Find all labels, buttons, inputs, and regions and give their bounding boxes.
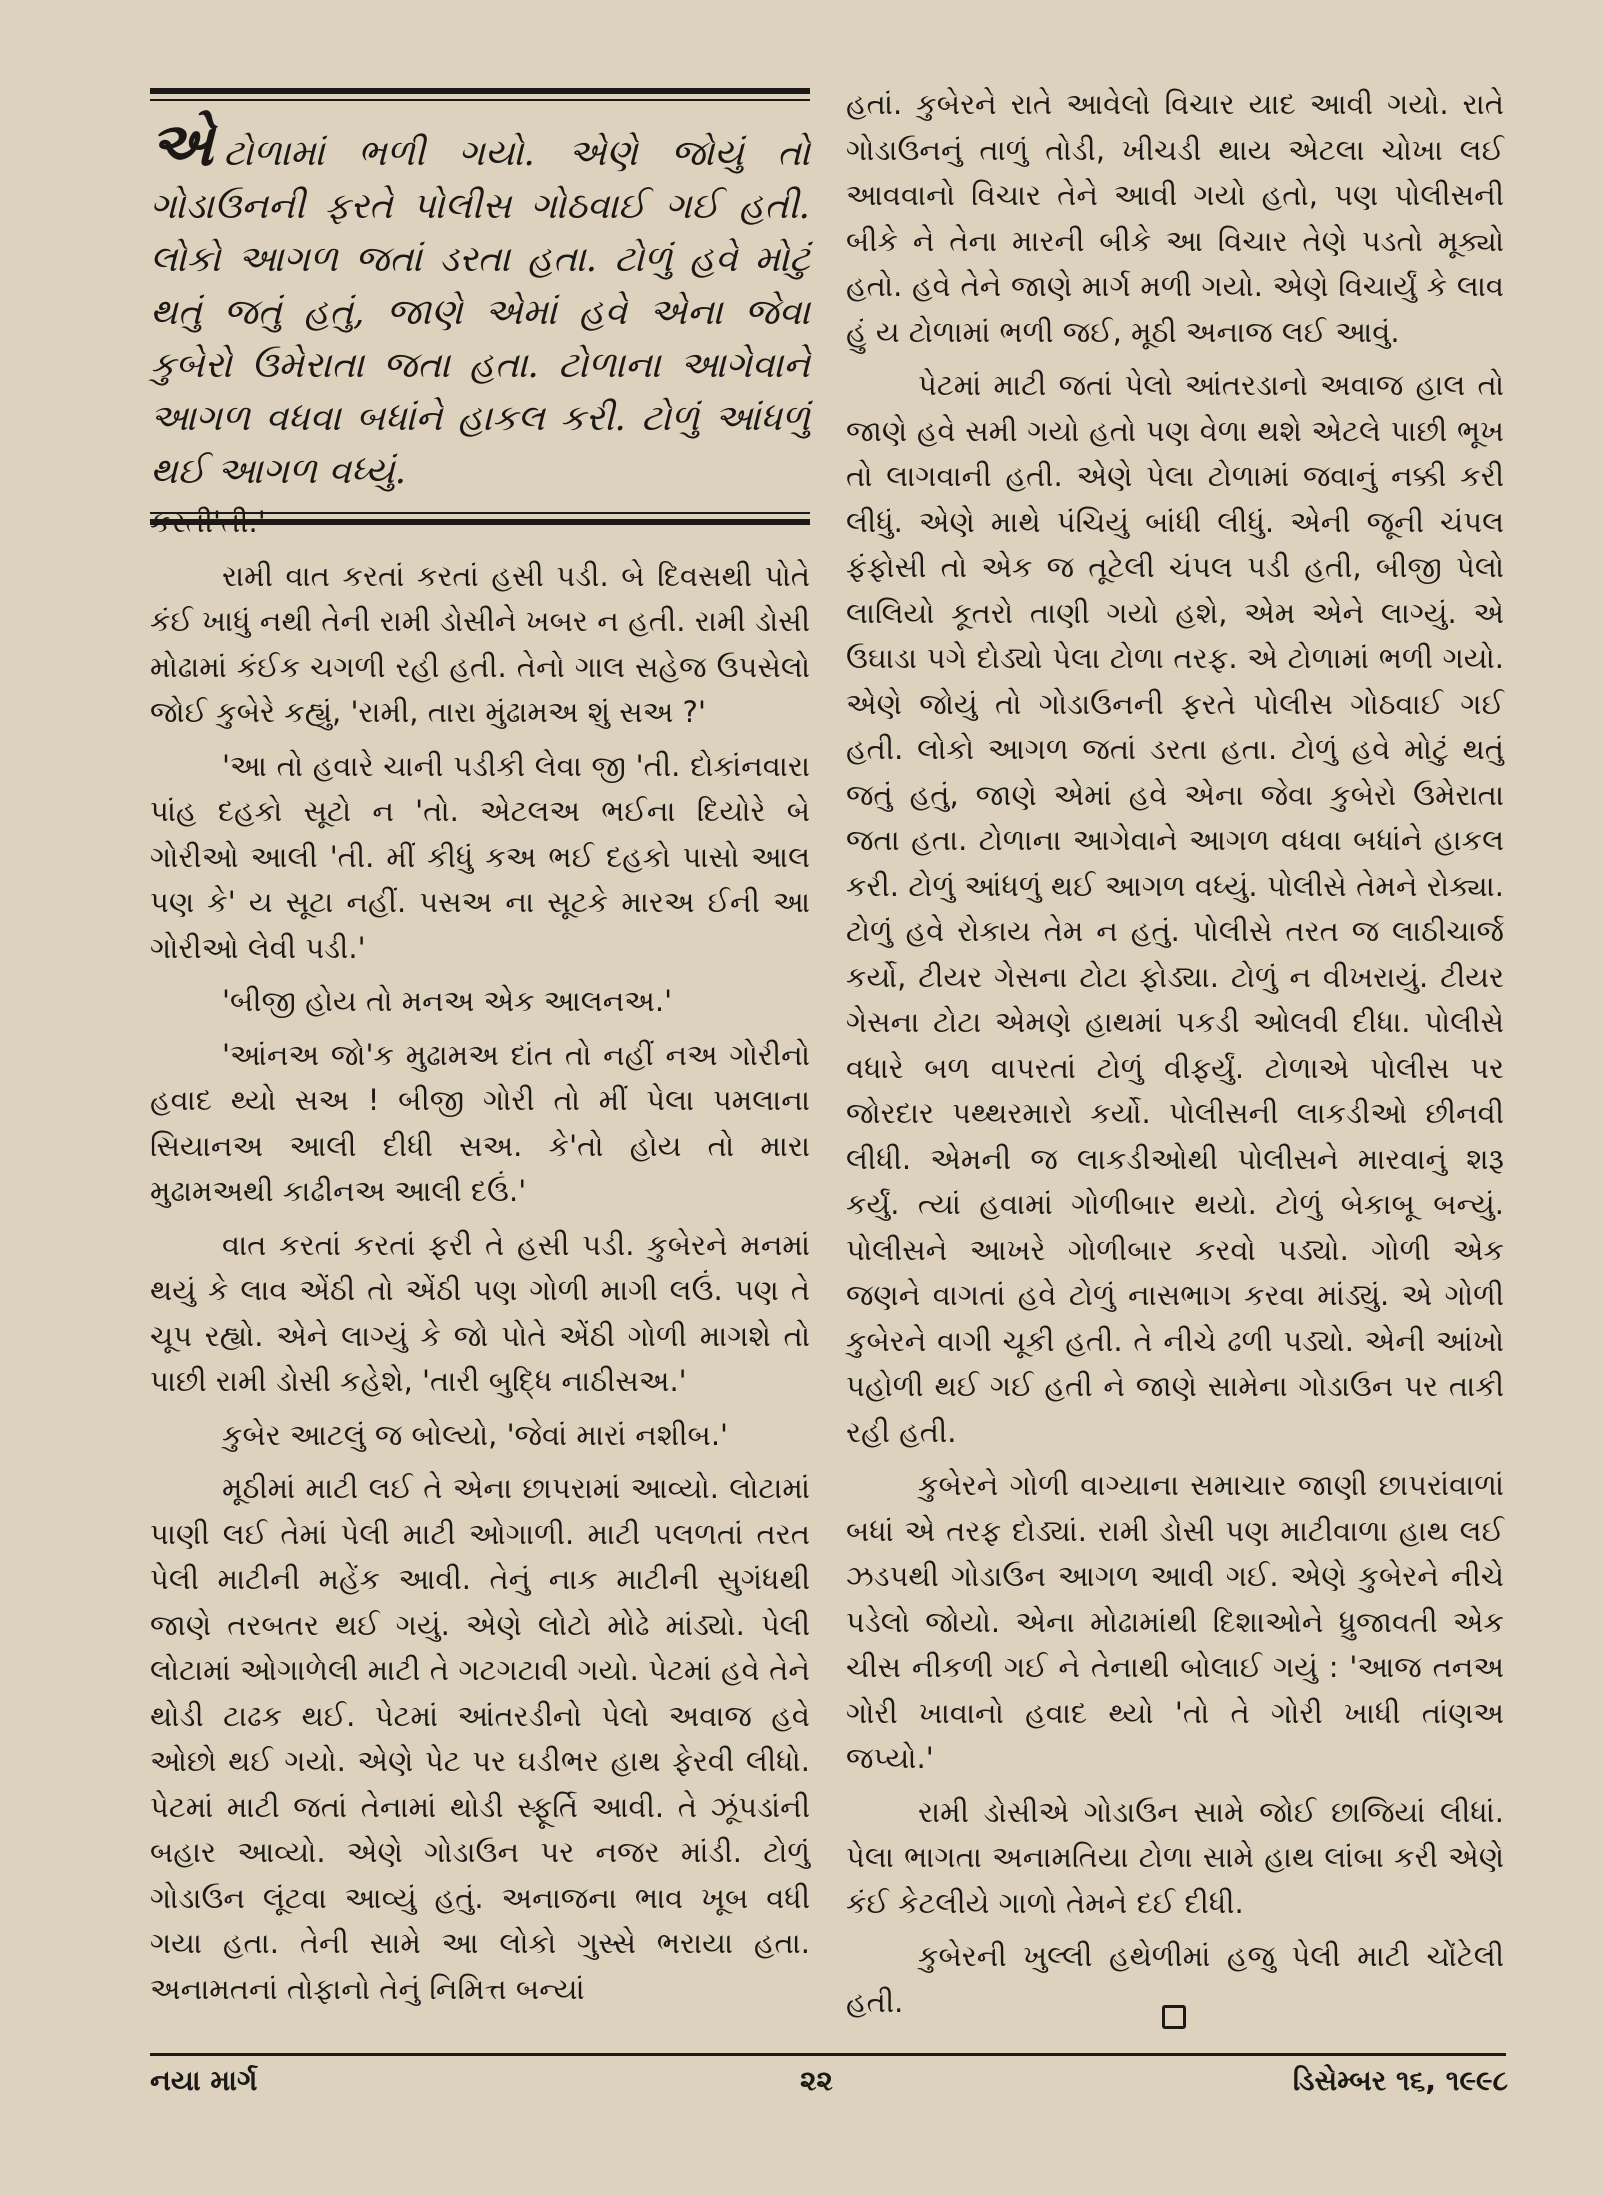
- paragraph: 'આંનઅ જો'ક મુઢામઅ દાંત તો નહીં નઅ ગોરીનો હવાદ થ્યો સઅ ! બીજી ગોરી તો મીં પેલા પમલાના સિયાનઅ આલી દીધી સઅ. કે'તો હોય તો મારા મુઢામઅથી કાઢીનઅ આલી દઉં.': [150, 1037, 810, 1208]
- paragraph: કરતી'તી.': [150, 505, 266, 539]
- issue-date: ડિસેમ્બર ૧૬, ૧૯૯૮: [1292, 2064, 1508, 2097]
- paragraph: પેટમાં માટી જતાં પેલો આંતરડાનો અવાજ હાલ તો જાણે હવે સમી ગયો હતો પણ વેળા થશે એટલે પાછી ભૂખ તો લાગવાની હતી. એણે પેલા ટોળામાં જવાનું નક્કી કરી લીધું. એણે માથે પંચિયું બાંધી લીધું. એની જૂની ચંપલ ફંફોસી તો એક જ તૂટેલી ચંપલ પડી હતી, બીજી પેલો લાલિયો કૂતરો તાણી ગયો હશે, એમ એને લાગ્યું. એ ઉઘાડા પગે દોડ્યો પેલા ટોળા તરફ. એ ટોળામાં ભળી ગયો. એણે જોયું તો ગોડાઉનની ફરતે પોલીસ ગોઠવાઈ ગઈ હતી. લોકો આગળ જતાં ડરતા હતા. ટોળું હવે મોટું થતું જતું હતું, જાણે એમાં હવે એના જેવા કુબેરો ઉમેરાતા જતા હતા. ટોળાના આગેવાને આગળ વધવા બધાંને હાકલ કરી. ટોળું આંધળું થઈ આગળ વધ્યું. પોલીસે તેમને રોક્યા. ટોળું હવે રોકાય તેમ ન હતું. પોલીસે તરત જ લાઠીચાર્જ કર્યો, ટીયર ગેસના ટોટા ફોડ્યા. ટોળું ન વીખરાયું. ટીયર ગેસના ટોટા એમણે હાથમાં પકડી ઓલવી દીધા. પોલીસે વધારે બળ વાપરતાં ટોળું વીફર્યું. ટોળાએ પોલીસ પર જોરદાર પથ્થરમારો કર્યો. પોલીસની લાકડીઓ છીનવી લીધી. એમની જ લાકડીઓથી પોલીસને મારવાનું શરૂ કર્યું. ત્યાં હવામાં ગોળીબાર થયો. ટોળું બેકાબૂ બન્યું. પોલીસને આખરે ગોળીબાર કરવો પડ્યો. ગોળી એક જણને વાગતાં હવે ટોળું નાસભાગ કરવા માંડ્યું. એ ગોળી કુબેરને વાગી ચૂકી હતી. તે નીચે ઢળી પડ્યો. એની આંખો પહોળી થઈ ગઈ હતી ને જાણે સામેના ગોડાઉન પર તાકી રહી હતી.: [846, 368, 1504, 1449]
- paragraph: કુબેર આટલું જ બોલ્યો, 'જેવાં મારાં નશીબ.': [222, 1417, 729, 1452]
- pull-quote-text: [150, 101, 810, 512]
- page-number: ૨૨: [800, 2064, 833, 2097]
- paragraph: મૂઠીમાં માટી લઈ તે એના છાપરામાં આવ્યો. લોટામાં પાણી લઈ તેમાં પેલી માટી ઓગાળી. માટી પલળતાં તરત પેલી માટીની મહેંક આવી. તેનું નાક માટીની સુગંધથી જાણે તરબતર થઈ ગયું. એણે લોટો મોઢે માંડ્યો. પેલી લોટામાં ઓગાળેલી માટી તે ગટગટાવી ગયો. પેટમાં હવે તેને થોડી ટાઢક થઈ. પેટમાં આંતરડીનો પેલો અવાજ હવે ઓછો થઈ ગયો. એણે પેટ પર ઘડીભર હાથ ફેરવી લીધો. પેટમાં માટી જતાં તેનામાં થોડી સ્ફૂર્તિ આવી. તે ઝૂંપડાંની બહાર આવ્યો. એણે ગોડાઉન પર નજર માંડી. ટોળું ગોડાઉન લૂંટવા આવ્યું હતું. અનાજના ભાવ ખૂબ વધી ગયા હતા. તેની સામે આ લોકો ગુસ્સે ભરાયા હતા. અનામતનાં તોફાનો તેનું નિમિત્ત બન્યાં: [150, 1471, 810, 2006]
- paragraph: વાત કરતાં કરતાં ફરી તે હસી પડી. કુબેરને મનમાં થયું કે લાવ એંઠી તો એંઠી પણ ગોળી માગી લઉં. પણ તે ચૂપ રહ્યો. એને લાગ્યું કે જો પોતે એંઠી ગોળી માગશે તો પાછી રામી ડોસી કહેશે, 'તારી બુદ્ધિ નાઠીસઅ.': [150, 1227, 810, 1398]
- pull-quote-body: ટોળામાં ભળી ગયો. એણે જોયું તો ગોડાઉનની ફરતે પોલીસ ગોઠવાઈ ગઈ હતી. લોકો આગળ જતાં ડરતા હતા. ટોળું હવે મોટું થતું જતું હતું, જાણે એમાં હવે એના જેવા કુબેરો ઉમેરાતા જતા હતા. ટોળાના આગેવાને આગળ વધવા બધાંને હાકલ કરી. ટોળું આંધળું થઈ આગળ વધ્યું.: [150, 133, 810, 492]
- left-column: [150, 500, 810, 2012]
- pull-quote: [150, 88, 810, 525]
- paragraph: કુબેરની ખુલ્લી હથેળીમાં હજુ પેલી માટી ચોંટેલી હતી.: [846, 1939, 1504, 2019]
- paragraph: 'બીજી હોય તો મનઅ એક આલનઅ.': [222, 984, 673, 1018]
- paragraph: રામી વાત કરતાં કરતાં હસી પડી. બે દિવસથી પોતે કંઈ ખાધું નથી તેની રામી ડોસીને ખબર ન હતી. રામી ડોસી મોઢામાં કંઈક ચગળી રહી હતી. તેનો ગાલ સહેજ ઉપસેલો જોઈ કુબેરે કહ્યું, 'રામી, તારા મુંઢામઅ શું સઅ ?': [150, 558, 810, 729]
- pull-quote-lead-word: એ: [150, 110, 214, 180]
- pull-quote-top-rule: [150, 88, 810, 101]
- publication-name: નયા માર્ગ: [150, 2064, 258, 2097]
- footer-rule: [150, 2053, 1506, 2056]
- paragraph: હતાં. કુબેરને રાતે આવેલો વિચાર યાદ આવી ગયો. રાતે ગોડાઉનનું તાળું તોડી, ખીચડી થાય એટલા ચોખા લઈ આવવાનો વિચાર તેને આવી ગયો હતો, પણ પોલીસની બીકે ને તેના મારની બીકે આ વિચાર તેણે પડતો મૂક્યો હતો. હવે તેને જાણે માર્ગ મળી ગયો. એણે વિચાર્યું કે લાવ હું ય ટોળામાં ભળી જઈ, મૂઠી અનાજ લઈ આવું.: [846, 87, 1504, 349]
- paragraph: કુબેરને ગોળી વાગ્યાના સમાચાર જાણી છાપરાંવાળાં બધાં એ તરફ દોડ્યાં. રામી ડોસી પણ માટીવાળા હાથ લઈ ઝડપથી ગોડાઉન આગળ આવી ગઈ. એણે કુબેરને નીચે પડેલો જોયો. એના મોઢામાંથી દિશાઓને ધ્રુજાવતી એક ચીસ નીકળી ગઈ ને તેનાથી બોલાઈ ગયું : 'આજ તનઅ ગોરી ખાવાનો હવાદ થ્યો 'તો તે ગોરી ખાધી તાંણઅ જપ્યો.': [846, 1468, 1504, 1775]
- paragraph: રામી ડોસીએ ગોડાઉન સામે જોઈ છાજિયાં લીધાં. પેલા ભાગતા અનામતિયા ટોળા સામે હાથ લાંબા કરી એણે કંઈ કેટલીયે ગાળો તેમને દઈ દીધી.: [846, 1794, 1504, 1920]
- paragraph: 'આ તો હવારે ચાની પડીકી લેવા જી 'તી. દોકાંનવારા પાંહ દહકો સૂટો ન 'તો. એટલઅ ભઈના દિયોરે બે ગોરીઓ આલી 'તી. મીં કીધું કઅ ભઈ દહકો પાસો આલ પણ કે' ય સૂટા નહીં. પસઅ ના સૂટકે મારઅ ઈની આ ગોરીઓ લેવી પડી.': [150, 748, 810, 965]
- story-end-mark-icon: [1162, 2005, 1186, 2029]
- right-column: [846, 82, 1504, 2025]
